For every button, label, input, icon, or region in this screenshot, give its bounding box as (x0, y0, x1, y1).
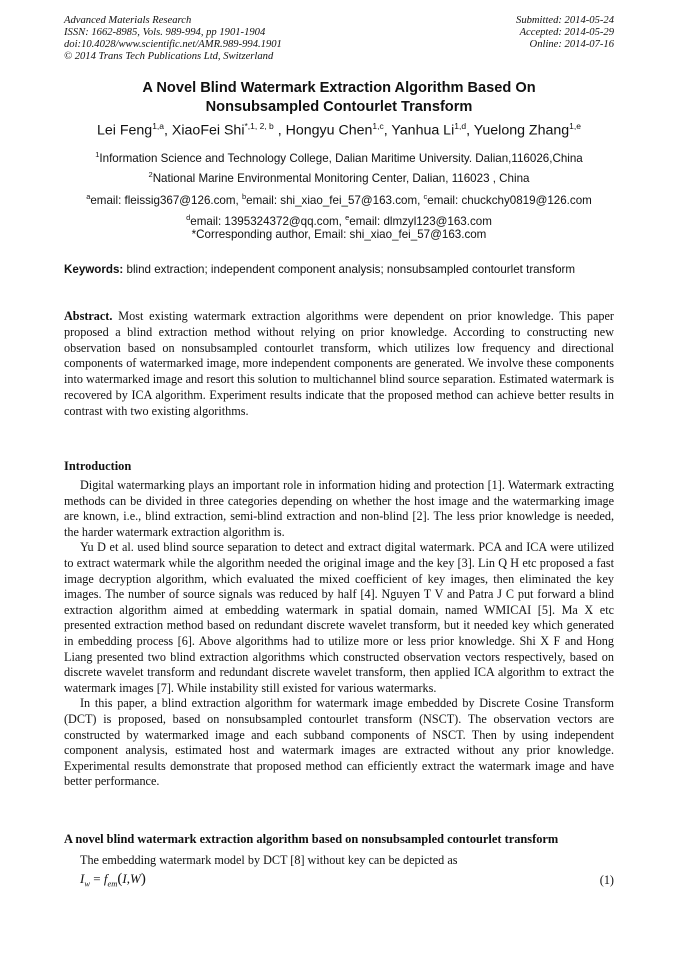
author-name: Hongyu Chen (285, 122, 373, 139)
affiliation-superscript: 2 (148, 170, 153, 179)
online-date: Online: 2014-07-16 (529, 39, 614, 50)
paper-title (64, 79, 614, 117)
author-separator: , (466, 122, 474, 139)
affiliation-text: Information Science and Technology College, Dalian Maritime University. Dalian,116026,China (99, 151, 583, 165)
email-e: email: dlmzyl123@163.com (349, 214, 492, 228)
introduction-body (64, 478, 614, 790)
paragraph: In this paper, a blind extraction algorithm for watermark image embedded by Discrete Cosine Transform (DCT) is proposed, based on nonsubsampled contourlet transform (NSCT). The observation vectors are constructed by watermarked image and each subband components of NSCT. Then by using independent component analysis, estimated host and watermark images are extracted without any prior knowledge. Experimental results demonstrate that proposed method can efficiently extract the watermark image and have better performance. (64, 696, 614, 789)
equation-lhs-subscript: w (84, 878, 91, 889)
author-superscript: 1,e (569, 121, 581, 131)
email-superscript: b (241, 192, 247, 201)
email-line-1 (64, 192, 614, 207)
author-superscript: 1,a (152, 121, 165, 131)
abstract-text: Most existing watermark extraction algorithms were dependent on prior knowledge. This paper proposed a blind extraction method without relying on prior knowledge. According to constructing new observation based on nonsubsampled contourlet transform, which utilizes low frequency and directional components of watermarked image, more independent components are generated. We involve these components into watermarked image and resort this solution to multichannel blind source separation. Estimated watermark is recovered by ICA algorithm. Experiment results indicate that the proposed method can achieve better results in contrast with two existing algorithms. (64, 309, 614, 418)
abstract (64, 309, 614, 420)
journal-info (64, 15, 282, 63)
submission-dates (516, 15, 614, 51)
equals-sign: = (90, 871, 104, 886)
affiliation-text: National Marine Environmental Monitoring Center, Dalian, 116023 , China (152, 171, 530, 185)
keywords (64, 263, 614, 277)
author-name: XiaoFei Shi (171, 122, 245, 139)
email-c: email: chuckchy0819@126.com (427, 193, 592, 207)
author-name: Yuelong Zhang (473, 122, 570, 139)
author-superscript: 1,d (454, 121, 467, 131)
paragraph: Digital watermarking plays an important role in information hiding and protection [1]. Watermark extracting methods can be divided in three categories depending on whether the host image and the watermarking image are known, i.e., blind extraction, semi-blind extraction and non-blind [2]. The less prior knowledge is needed, the harder watermark extraction algorithm is. (64, 478, 614, 539)
author-list (64, 121, 614, 139)
abstract-label: Abstract. (64, 309, 113, 323)
equation-intro: The embedding watermark model by DCT [8] without key can be depicted as (80, 853, 458, 867)
email-superscript: c (423, 192, 428, 201)
doi-line: doi:10.4028/www.scientific.net/AMR.989-994.1901 (64, 39, 282, 50)
equation-function-subscript: em (107, 878, 118, 889)
email-a: email: fleissig367@126.com, (90, 193, 242, 207)
author-separator: , (273, 122, 286, 139)
author-separator: , (383, 122, 392, 139)
author-separator: , (164, 122, 172, 139)
email-d: email: 1395324372@qq.com, (190, 214, 346, 228)
keywords-text: blind extraction; independent component analysis; nonsubsampled contourlet transform (123, 263, 576, 276)
author-superscript: *,1, 2, b (244, 121, 274, 131)
equation-1 (80, 871, 146, 889)
email-superscript: e (345, 213, 350, 222)
email-superscript: a (86, 192, 91, 201)
author-name: Lei Feng (96, 122, 153, 139)
author-superscript: 1,c (372, 121, 384, 131)
keywords-label: Keywords: (64, 263, 124, 276)
issn-line: ISSN: 1662-8985, Vols. 989-994, pp 1901-1904 (64, 27, 266, 38)
equation-function: f (103, 871, 108, 886)
affiliation-2 (64, 170, 614, 185)
section-heading: A novel blind watermark extraction algorithm based on nonsubsampled contourlet transform (64, 832, 559, 846)
equation-args: I,W (122, 871, 141, 886)
paragraph: Yu D et al. used blind source separation to detect and extract digital watermark. PCA and ICA were utilized to extract watermark while the algorithm needed the original image and the key [3]. Lin Q H etc proposed a fast image decryption algorithm, which evaluated the mixed coefficient of key images, then eliminated the key images. The number of source signals was reduced by half [4]. Nguyen T V and Patra J C put forward a blind extraction algorithm aimed at embedding watermark in spatial domain, named WMICAI [5]. Ma X etc presented extraction method based on redundant discrete wavelet transform, but it needed key which generated in embedding process [6]. Above algorithms had to utilize more or less prior knowledge. Shi X F and Hong Liang presented two blind extraction algorithms which constructed observation vectors respectively, based on discrete wavelet transform and redundant discrete wavelet transform, then applied ICA algorithm to extract the watermark images [7]. While instability still existed for various watermarks. (64, 540, 614, 695)
email-line-2 (64, 213, 614, 228)
accepted-date: Accepted: 2014-05-29 (519, 27, 614, 38)
author-name: Yanhua Li (391, 122, 455, 139)
submitted-date: Submitted: 2014-05-24 (516, 15, 614, 26)
close-paren: ) (140, 871, 146, 887)
affiliation-superscript: 1 (95, 150, 100, 159)
equation-number: (1) (599, 873, 614, 887)
email-b: email: shi_xiao_fei_57@163.com, (246, 193, 424, 207)
title-line-2: Nonsubsampled Contourlet Transform (205, 99, 473, 115)
equation-lhs: I (80, 871, 85, 886)
title-line-1: A Novel Blind Watermark Extraction Algorithm Based On (142, 80, 536, 96)
email-superscript: d (186, 213, 191, 222)
copyright-line: © 2014 Trans Tech Publications Ltd, Switzerland (64, 51, 274, 62)
introduction-heading: Introduction (64, 459, 132, 473)
affiliation-1 (64, 150, 614, 165)
corresponding-author: *Corresponding author, Email: shi_xiao_fei_57@163.com (191, 228, 487, 241)
open-paren: ( (117, 871, 123, 887)
journal-name: Advanced Materials Research (64, 15, 192, 26)
